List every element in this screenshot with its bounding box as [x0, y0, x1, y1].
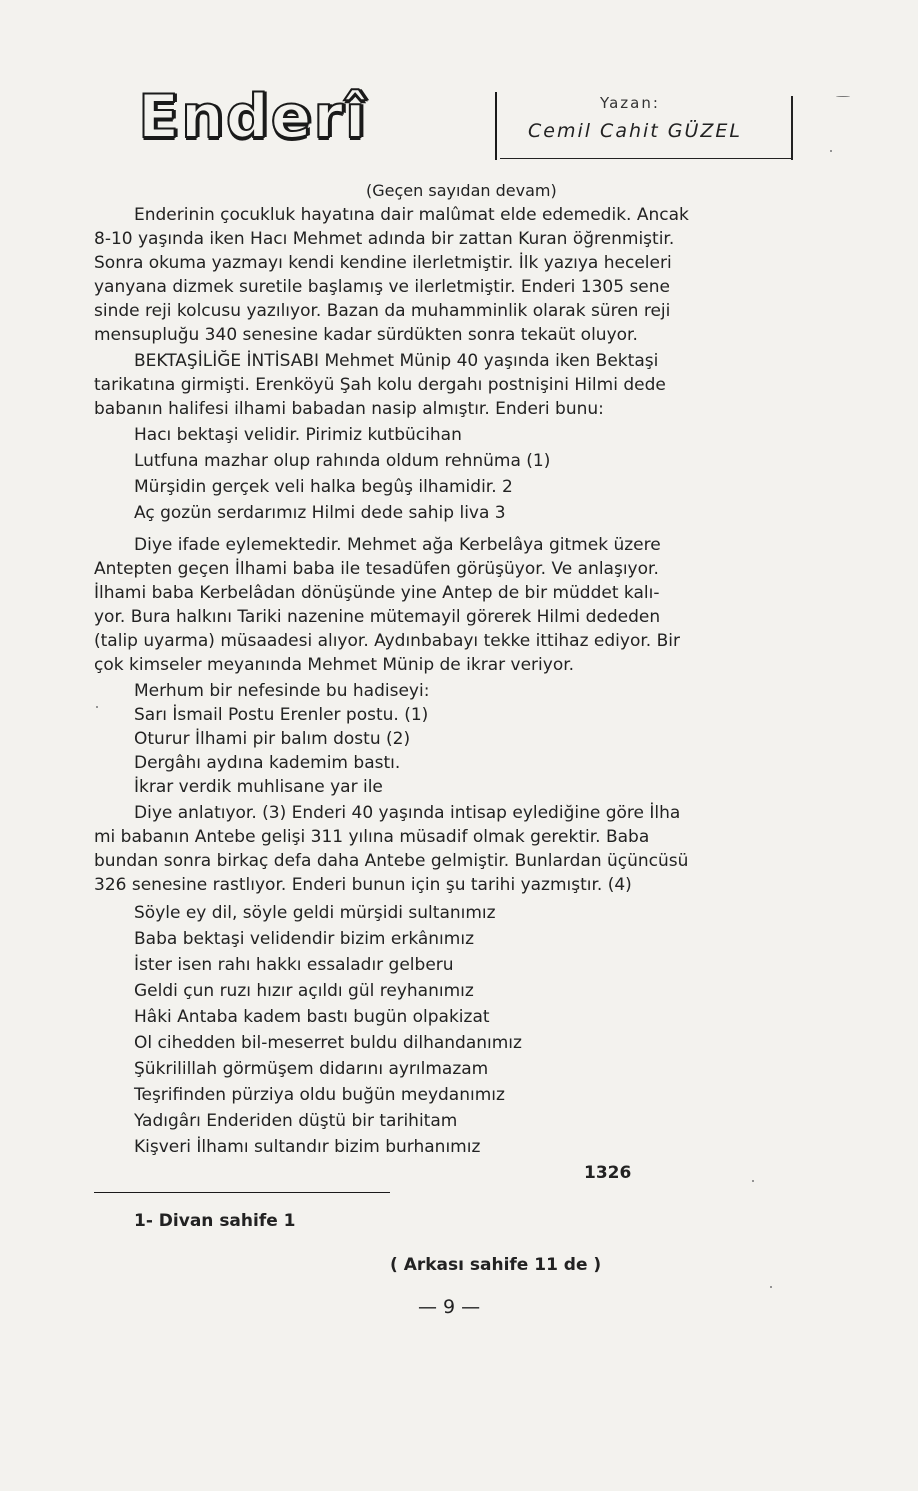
verse-line: Kişveri İlhamı sultandır bizim burhanımız [134, 1137, 481, 1157]
scan-mark [836, 96, 850, 97]
scan-mark [96, 706, 98, 708]
text-line: Diye anlatıyor. (3) Enderi 40 yaşında intisap eylediğine göre İlha [134, 803, 681, 823]
text-line: İlhami baba Kerbelâdan dönüşünde yine Antep de bir müddet kalı- [94, 583, 660, 603]
verse-line: Geldi çun ruzı hızır açıldı gül reyhanımız [134, 981, 474, 1001]
verse-line: Baba bektaşi velidendir bizim erkânımız [134, 929, 474, 949]
text-line: babanın halifesi ilhami babadan nasip almıştır. Enderi bunu: [94, 399, 604, 419]
text-line: sinde reji kolcusu yazılıyor. Bazan da muhamminlik olarak süren reji [94, 301, 671, 321]
section-heading-line: BEKTAŞİLİĞE İNTİSABI Mehmet Münip 40 yaşında iken Bektaşi [134, 351, 659, 371]
text-line: tarikatına girmişti. Erenköyü Şah kolu dergahı postnişini Hilmi dede [94, 375, 666, 395]
verse-line: Ol cihedden bil-meserret buldu dilhandanımız [134, 1033, 522, 1053]
text-line: mensupluğu 340 senesine kadar sürdükten sonra tekaüt oluyor. [94, 325, 638, 345]
verse-line: İkrar verdik muhlisane yar ile [134, 777, 383, 797]
verse-line: Söyle ey dil, söyle geldi mürşidi sultanımız [134, 903, 496, 923]
author-box [500, 94, 796, 160]
author-box-border [791, 96, 793, 160]
footnote: 1- Divan sahife 1 [134, 1211, 296, 1231]
continued-note: (Geçen sayıdan devam) [366, 181, 557, 200]
text-line: Diye ifade eylemektedir. Mehmet ağa Kerbelâya gitmek üzere [134, 535, 661, 555]
author-underline [500, 158, 792, 159]
text-line: yanyana dizmek suretile başlamış ve ilerletmiştir. Enderi 1305 sene [94, 277, 670, 297]
verse-line: Hacı bektaşi velidir. Pirimiz kutbücihan [134, 425, 462, 445]
text-line: bundan sonra birkaç defa daha Antebe gelmiştir. Bunlardan üçüncüsü [94, 851, 689, 871]
scan-mark [752, 1180, 754, 1182]
verse-line: Teşrifinden pürziya oldu buğün meydanımız [134, 1085, 505, 1105]
verse-line: Oturur İlhami pir balım dostu (2) [134, 729, 411, 749]
text-line: Antepten geçen İlhami baba ile tesadüfen görüşüyor. Ve anlaşıyor. [94, 559, 659, 579]
verse-line: Yadıgârı Enderiden düştü bir tarihitam [134, 1111, 458, 1131]
verse-line: Lutfuna mazhar olup rahında oldum rehnüma (1) [134, 451, 551, 471]
verse-line: Şükrilillah görmüşem didarını ayrılmazam [134, 1059, 489, 1079]
verse-line: Hâki Antaba kadem bastı bugün olpakizat [134, 1007, 490, 1027]
article-title: Enderî [138, 82, 368, 152]
text-line: (talip uyarma) müsaadesi alıyor. Aydınbabayı tekke ittihaz ediyor. Bir [94, 631, 680, 651]
footnote-rule [94, 1192, 390, 1193]
date-year: 1326 [584, 1163, 632, 1183]
author-name: Cemil Cahit GÜZEL [528, 120, 743, 142]
text-line: mi babanın Antebe gelişi 311 yılına müsadif olmak gerektir. Baba [94, 827, 650, 847]
text-line: 326 senesine rastlıyor. Enderi bunun için şu tarihi yazmıştır. (4) [94, 875, 632, 895]
page-number: — 9 — [418, 1296, 481, 1318]
text-line: yor. Bura halkını Tariki nazenine mütemayil görerek Hilmi dededen [94, 607, 661, 627]
verse-line: Aç gozün serdarımız Hilmi dede sahip liva 3 [134, 503, 506, 523]
text-line: 8-10 yaşında iken Hacı Mehmet adında bir zattan Kuran öğrenmiştir. [94, 229, 675, 249]
scan-mark [770, 1286, 772, 1288]
text-line: çok kimseler meyanında Mehmet Münip de ikrar veriyor. [94, 655, 575, 675]
verse-line: Mürşidin gerçek veli halka begûş ilhamidir. 2 [134, 477, 513, 497]
author-label: Yazan: [600, 94, 660, 112]
scan-mark [830, 150, 832, 152]
text-line: Merhum bir nefesinde bu hadiseyi: [134, 681, 430, 701]
text-line: Enderinin çocukluk hayatına dair malûmat elde edemedik. Ancak [134, 205, 689, 225]
continued-on: ( Arkası sahife 11 de ) [390, 1255, 602, 1275]
verse-line: İster isen rahı hakkı essaladır gelberu [134, 955, 454, 975]
title-divider [495, 92, 497, 160]
verse-line: Sarı İsmail Postu Erenler postu. (1) [134, 705, 429, 725]
text-line: Sonra okuma yazmayı kendi kendine ilerletmiştir. İlk yazıya heceleri [94, 253, 672, 273]
verse-line: Dergâhı aydına kademim bastı. [134, 753, 401, 773]
